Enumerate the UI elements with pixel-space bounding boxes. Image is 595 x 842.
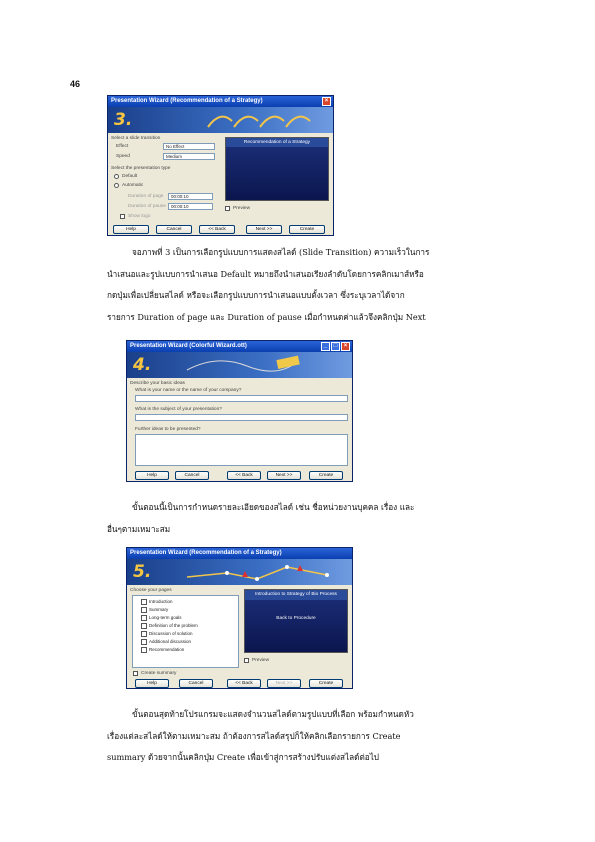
question-subject-label: What is the subject of your presentation? [135, 407, 222, 412]
wizard-dialog-step4 [126, 340, 353, 482]
path-decoration-icon [127, 559, 352, 585]
title-bar [127, 548, 352, 559]
wizard-banner [127, 352, 352, 378]
effect-select[interactable]: No Effect [163, 143, 215, 150]
paragraph-step5 [107, 704, 497, 769]
effect-label: Effect [116, 144, 129, 149]
pages-tree[interactable] [132, 595, 239, 668]
tree-item[interactable]: Recommendation [141, 647, 184, 653]
cancel-button[interactable]: Cancel [156, 225, 192, 234]
question-name-label: What is your name or the name of your company? [135, 388, 242, 393]
title-bar [108, 96, 333, 107]
tree-item[interactable]: Long-term goals [141, 615, 182, 621]
wizard-dialog-step5 [126, 547, 353, 689]
preview-checkbox[interactable] [244, 658, 249, 663]
automatic-label: Automatic [122, 183, 144, 188]
next-button[interactable]: Next >> [267, 471, 301, 480]
window-title: Presentation Wizard (Colorful Wizard.ott) [130, 343, 247, 349]
maximize-icon[interactable]: □ [331, 342, 340, 351]
create-button[interactable]: Create [309, 679, 343, 688]
duration-pause-label: Duration of pause [128, 204, 166, 209]
tree-item[interactable]: Additional discussion [141, 639, 191, 645]
automatic-radio[interactable] [114, 183, 119, 188]
default-radio[interactable] [114, 174, 119, 179]
step-number: 4. [133, 355, 152, 375]
tree-item[interactable]: Summary [141, 607, 168, 613]
create-summary-label: Create summary [141, 671, 177, 676]
back-button[interactable]: << Back [199, 225, 235, 234]
preview-title: Introduction to Strategy of Bio Process [245, 590, 347, 600]
preview-checkbox-label: Preview [233, 206, 251, 211]
subject-input[interactable] [135, 414, 348, 421]
slide-preview [244, 589, 348, 653]
preview-checkbox[interactable] [225, 206, 230, 211]
step-number: 3. [114, 110, 133, 130]
close-icon[interactable]: × [341, 342, 350, 351]
speed-label: Speed [116, 154, 130, 159]
minimize-icon[interactable]: _ [321, 342, 330, 351]
help-button[interactable]: Help [135, 471, 169, 480]
page-number: 46 [70, 79, 81, 89]
title-bar [127, 341, 352, 352]
help-button[interactable]: Help [113, 225, 149, 234]
cancel-button[interactable]: Cancel [179, 679, 213, 688]
default-label: Default [122, 174, 138, 179]
speed-select[interactable]: Medium [163, 153, 215, 160]
show-logo-label: Show logo [128, 214, 151, 219]
tree-item[interactable]: Definition of the problem [141, 623, 198, 629]
cancel-button[interactable]: Cancel [175, 471, 209, 480]
paragraph-line: summary ด้วยจากนั้นคลิกปุ่ม Create เพื่อเข้าสู่การสร้างปรับแต่งสไลด์ต่อไป [107, 752, 380, 762]
paragraph-line: จอภาพที่ 3 เป็นการเลือกรูปแบบการแสดงสไลด์ (Slide Transition) ความเร็วในการ [132, 247, 430, 257]
preview-title: Recommendation of a Strategy [226, 138, 328, 147]
paragraph-line: เรื่องแต่ละสไลด์ให้ตามเหมาะสม ถ้าต้องการสไลด์สรุปก็ให้คลิกเลือกรายการ Create [107, 730, 401, 741]
help-button[interactable]: Help [135, 679, 169, 688]
duration-page-input[interactable]: 00:00:10 [168, 193, 213, 200]
back-button[interactable]: << Back [227, 471, 261, 480]
create-button[interactable]: Create [289, 225, 325, 234]
paragraph-line: ขั้นตอนนี้เป็นการกำหนดรายละเอียดของสไลด์ เช่น ชื่อหน่วยงานบุคคล เรื่อง และ [132, 502, 415, 512]
tree-item[interactable]: Introduction [141, 599, 173, 605]
create-button[interactable]: Create [309, 471, 343, 480]
paragraph-step4 [107, 497, 497, 540]
preview-checkbox-label: Preview [252, 658, 270, 663]
preview-subtitle: Back to Procedure [276, 616, 316, 621]
paragraph-step3 [107, 242, 497, 328]
wizard-dialog-step3 [107, 95, 334, 236]
paragraph-line: รายการ Duration of page และ Duration of pause เมื่อกำหนดค่าแล้วจึงคลิกปุ่ม Next [107, 311, 426, 322]
section-label: Describe your basic ideas [130, 381, 185, 386]
next-button[interactable]: Next >> [246, 225, 282, 234]
tree-item[interactable]: Discussion of solution [141, 631, 193, 637]
question-ideas-label: Further ideas to be presented? [135, 427, 201, 432]
step-number: 5. [133, 562, 152, 582]
paragraph-line: นำเสนอและรูปแบบการนำเสนอ Default หมายถึงนำเสนอเรียงลำดับโดยการคลิกเมาส์หรือ [107, 268, 424, 279]
section-label: Select a slide transition [111, 136, 161, 141]
wizard-banner [108, 107, 333, 133]
paragraph-line: ขั้นตอนสุดท้ายโปรแกรมจะแสดงจำนวนสไลด์ตามรูปแบบที่เลือก พร้อมกำหนดหัว [132, 709, 414, 719]
wizard-banner [127, 559, 352, 585]
back-button[interactable]: << Back [227, 679, 261, 688]
show-logo-checkbox[interactable] [120, 214, 125, 219]
tag-decoration-icon [127, 352, 352, 378]
duration-page-label: Duration of page [128, 194, 164, 199]
close-icon[interactable]: × [322, 97, 331, 106]
ideas-textarea[interactable] [135, 434, 348, 466]
paragraph-line: อื่นๆตามเหมาะสม [107, 523, 171, 534]
duration-pause-input[interactable]: 00:00:10 [168, 203, 213, 210]
presentation-type-label: Select the presentation type [111, 166, 171, 171]
window-title: Presentation Wizard (Recommendation of a Strategy) [111, 98, 263, 104]
create-summary-checkbox[interactable] [133, 671, 138, 676]
section-label: Choose your pages [130, 588, 172, 593]
name-input[interactable] [135, 395, 348, 402]
next-button[interactable]: Next >> [267, 679, 301, 688]
paragraph-line: กดปุ่มเพื่อเปลี่ยนสไลด์ หรือจะเลือกรูปแบบการนำเสนอแบบตั้งเวลา ซึ่งระบุเวลาได้จาก [107, 290, 405, 300]
window-title: Presentation Wizard (Recommendation of a Strategy) [130, 550, 282, 556]
arrows-decoration-icon [108, 107, 333, 133]
slide-preview [225, 137, 329, 201]
